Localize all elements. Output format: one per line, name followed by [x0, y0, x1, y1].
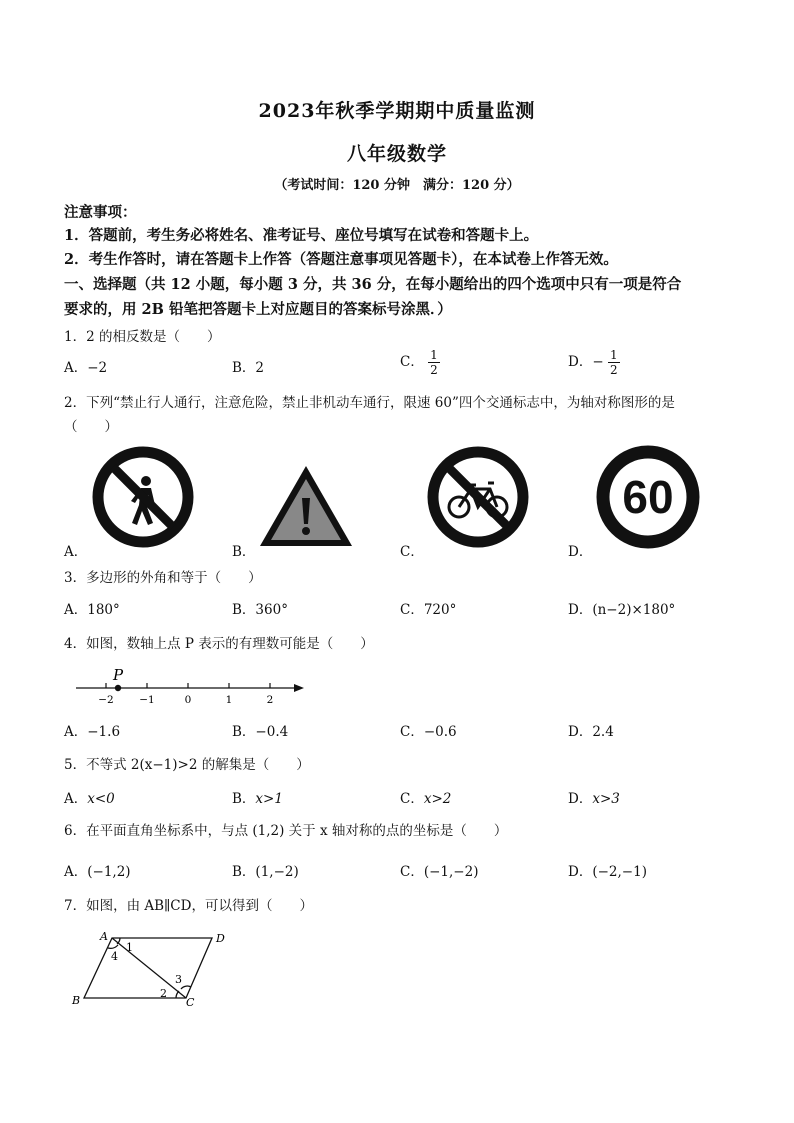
- section-heading-line-1: 一、选择题（共 12 小题，每小题 3 分，共 36 分，在每小题给出的四个选项中只有一项是符合: [64, 276, 682, 293]
- q4-option-d: [568, 720, 614, 740]
- option-label: A．: [64, 724, 88, 740]
- point-p-label: P: [112, 666, 124, 684]
- q5-option-a: [64, 787, 115, 807]
- q4-option-b: [232, 720, 288, 740]
- question-1-stem: 1．2 的相反数是（ ）: [64, 329, 221, 345]
- option-value: 2.4: [592, 724, 614, 740]
- q3-option-d: [568, 598, 675, 618]
- fraction-denominator: 2: [609, 363, 618, 377]
- q5-option-b: [232, 787, 283, 807]
- option-value: (n−2)×180°: [592, 602, 676, 618]
- warning-sign-icon: [257, 462, 355, 550]
- angle-2-label: 2: [160, 987, 167, 1000]
- minus-sign: −: [592, 354, 604, 370]
- fraction: [428, 348, 440, 377]
- option-label: B．: [232, 864, 256, 880]
- option-label: D．: [568, 602, 593, 618]
- q4-option-a: [64, 720, 120, 740]
- q3-option-c: [400, 598, 456, 618]
- notes-item-1: 1．答题前，考生务必将姓名、准考证号、座位号填写在试卷和答题卡上。: [64, 227, 539, 244]
- tick-label: 1: [225, 694, 233, 706]
- option-value: (−1,2): [87, 864, 131, 880]
- tick-label: 0: [184, 694, 192, 706]
- option-label: D．: [568, 724, 593, 740]
- q2-option-a: A．: [64, 544, 88, 560]
- option-label: B．: [232, 602, 256, 618]
- parallelogram-figure: [68, 926, 238, 1008]
- q1-option-a: [64, 356, 107, 376]
- tick-label: −2: [98, 694, 114, 706]
- question-2-stem-line-1: 2．下列“禁止行人通行，注意危险，禁止非机动车通行，限速 60”四个交通标志中，为轴对称图形的是: [64, 395, 675, 411]
- q1-option-b: [232, 356, 264, 376]
- option-label: A．: [64, 602, 88, 618]
- tick-label: 2: [266, 694, 274, 706]
- q1-option-c: [400, 348, 440, 377]
- question-7-stem: 7．如图，由 AB∥CD，可以得到（ ）: [64, 898, 313, 914]
- q2-option-d: D．: [568, 544, 593, 560]
- angle-3-label: 3: [175, 973, 182, 986]
- q5-option-d: [568, 787, 620, 807]
- fraction-denominator: 2: [430, 363, 438, 377]
- no-bicycle-sign-icon: [426, 445, 530, 549]
- option-value: −1.6: [87, 724, 121, 740]
- question-4-stem: 4．如图，数轴上点 P 表示的有理数可能是（ ）: [64, 636, 374, 652]
- angle-1-label: 1: [126, 941, 133, 954]
- q5-option-c: [400, 787, 451, 807]
- question-3-stem: 3．多边形的外角和等于（ ）: [64, 570, 262, 586]
- notes-heading: 注意事项：: [64, 204, 137, 221]
- vertex-d: D: [216, 932, 225, 945]
- option-value: 2: [255, 360, 265, 376]
- option-label: B．: [232, 724, 256, 740]
- option-label: B．: [232, 360, 256, 376]
- option-label: D．: [568, 354, 593, 370]
- number-line-figure: [70, 660, 310, 708]
- speed-limit-value: 60: [622, 471, 674, 523]
- q4-option-c: [400, 720, 457, 740]
- angle-4-label: 4: [111, 950, 118, 963]
- option-value: −0.6: [423, 724, 457, 740]
- notes-item-2: 2．考生作答时，请在答题卡上作答（答题注意事项见答题卡），在本试卷上作答无效。: [64, 251, 618, 268]
- option-value: 180°: [87, 602, 120, 618]
- option-label: A．: [64, 360, 88, 376]
- fraction-numerator: 1: [430, 348, 438, 362]
- q6-option-d: [568, 860, 647, 880]
- option-value: (−2,−1): [592, 864, 647, 880]
- question-2-stem-line-2: （ ）: [64, 419, 118, 435]
- exam-subtitle: 八年级数学: [346, 143, 447, 165]
- option-value: (−1,−2): [423, 864, 479, 880]
- vertex-c: C: [186, 996, 195, 1008]
- q2-option-c: C．: [400, 544, 424, 560]
- option-value: 360°: [255, 602, 288, 618]
- q6-option-c: [400, 860, 478, 880]
- option-value: (1,−2): [255, 864, 299, 880]
- option-label: A．: [64, 791, 88, 807]
- option-value: x>1: [255, 791, 283, 807]
- option-value: x>3: [592, 791, 620, 807]
- speed-limit-sign-icon: [596, 445, 700, 549]
- option-label: C．: [400, 602, 424, 618]
- q6-option-a: [64, 860, 131, 880]
- option-label: B．: [232, 791, 256, 807]
- option-value: 720°: [423, 602, 457, 618]
- section-heading-line-2: 要求的，用 2B 铅笔把答题卡上对应题目的答案标号涂黑．）: [64, 301, 452, 318]
- exam-title: 2023年秋季学期期中质量监测: [258, 100, 536, 122]
- no-pedestrian-sign-icon: [91, 445, 195, 549]
- fraction: [608, 348, 620, 377]
- option-value: x>2: [423, 791, 452, 807]
- q6-option-b: [232, 860, 299, 880]
- q3-option-b: [232, 598, 288, 618]
- option-label: C．: [400, 864, 424, 880]
- q1-option-d: [568, 348, 620, 377]
- q2-option-b: B．: [232, 544, 256, 560]
- option-label: C．: [400, 791, 424, 807]
- question-5-stem: 5．不等式 2(x−1)>2 的解集是（ ）: [64, 757, 310, 773]
- option-value: −2: [87, 360, 108, 376]
- option-label: C．: [400, 724, 424, 740]
- option-value: −0.4: [255, 724, 289, 740]
- option-label: A．: [64, 864, 88, 880]
- option-value: x<0: [87, 791, 115, 807]
- q3-option-a: [64, 598, 120, 618]
- question-6-stem: 6．在平面直角坐标系中，与点 (1,2) 关于 x 轴对称的点的坐标是（ ）: [64, 823, 508, 839]
- option-label: D．: [568, 864, 593, 880]
- point-p-marker: [115, 685, 121, 691]
- option-label: C．: [400, 354, 424, 370]
- fraction-numerator: 1: [609, 348, 618, 362]
- vertex-b: B: [72, 994, 81, 1007]
- exam-meta: （考试时间：120 分钟 满分：120 分）: [274, 178, 520, 193]
- vertex-a: A: [100, 930, 108, 943]
- tick-label: −1: [139, 694, 155, 706]
- option-label: D．: [568, 791, 593, 807]
